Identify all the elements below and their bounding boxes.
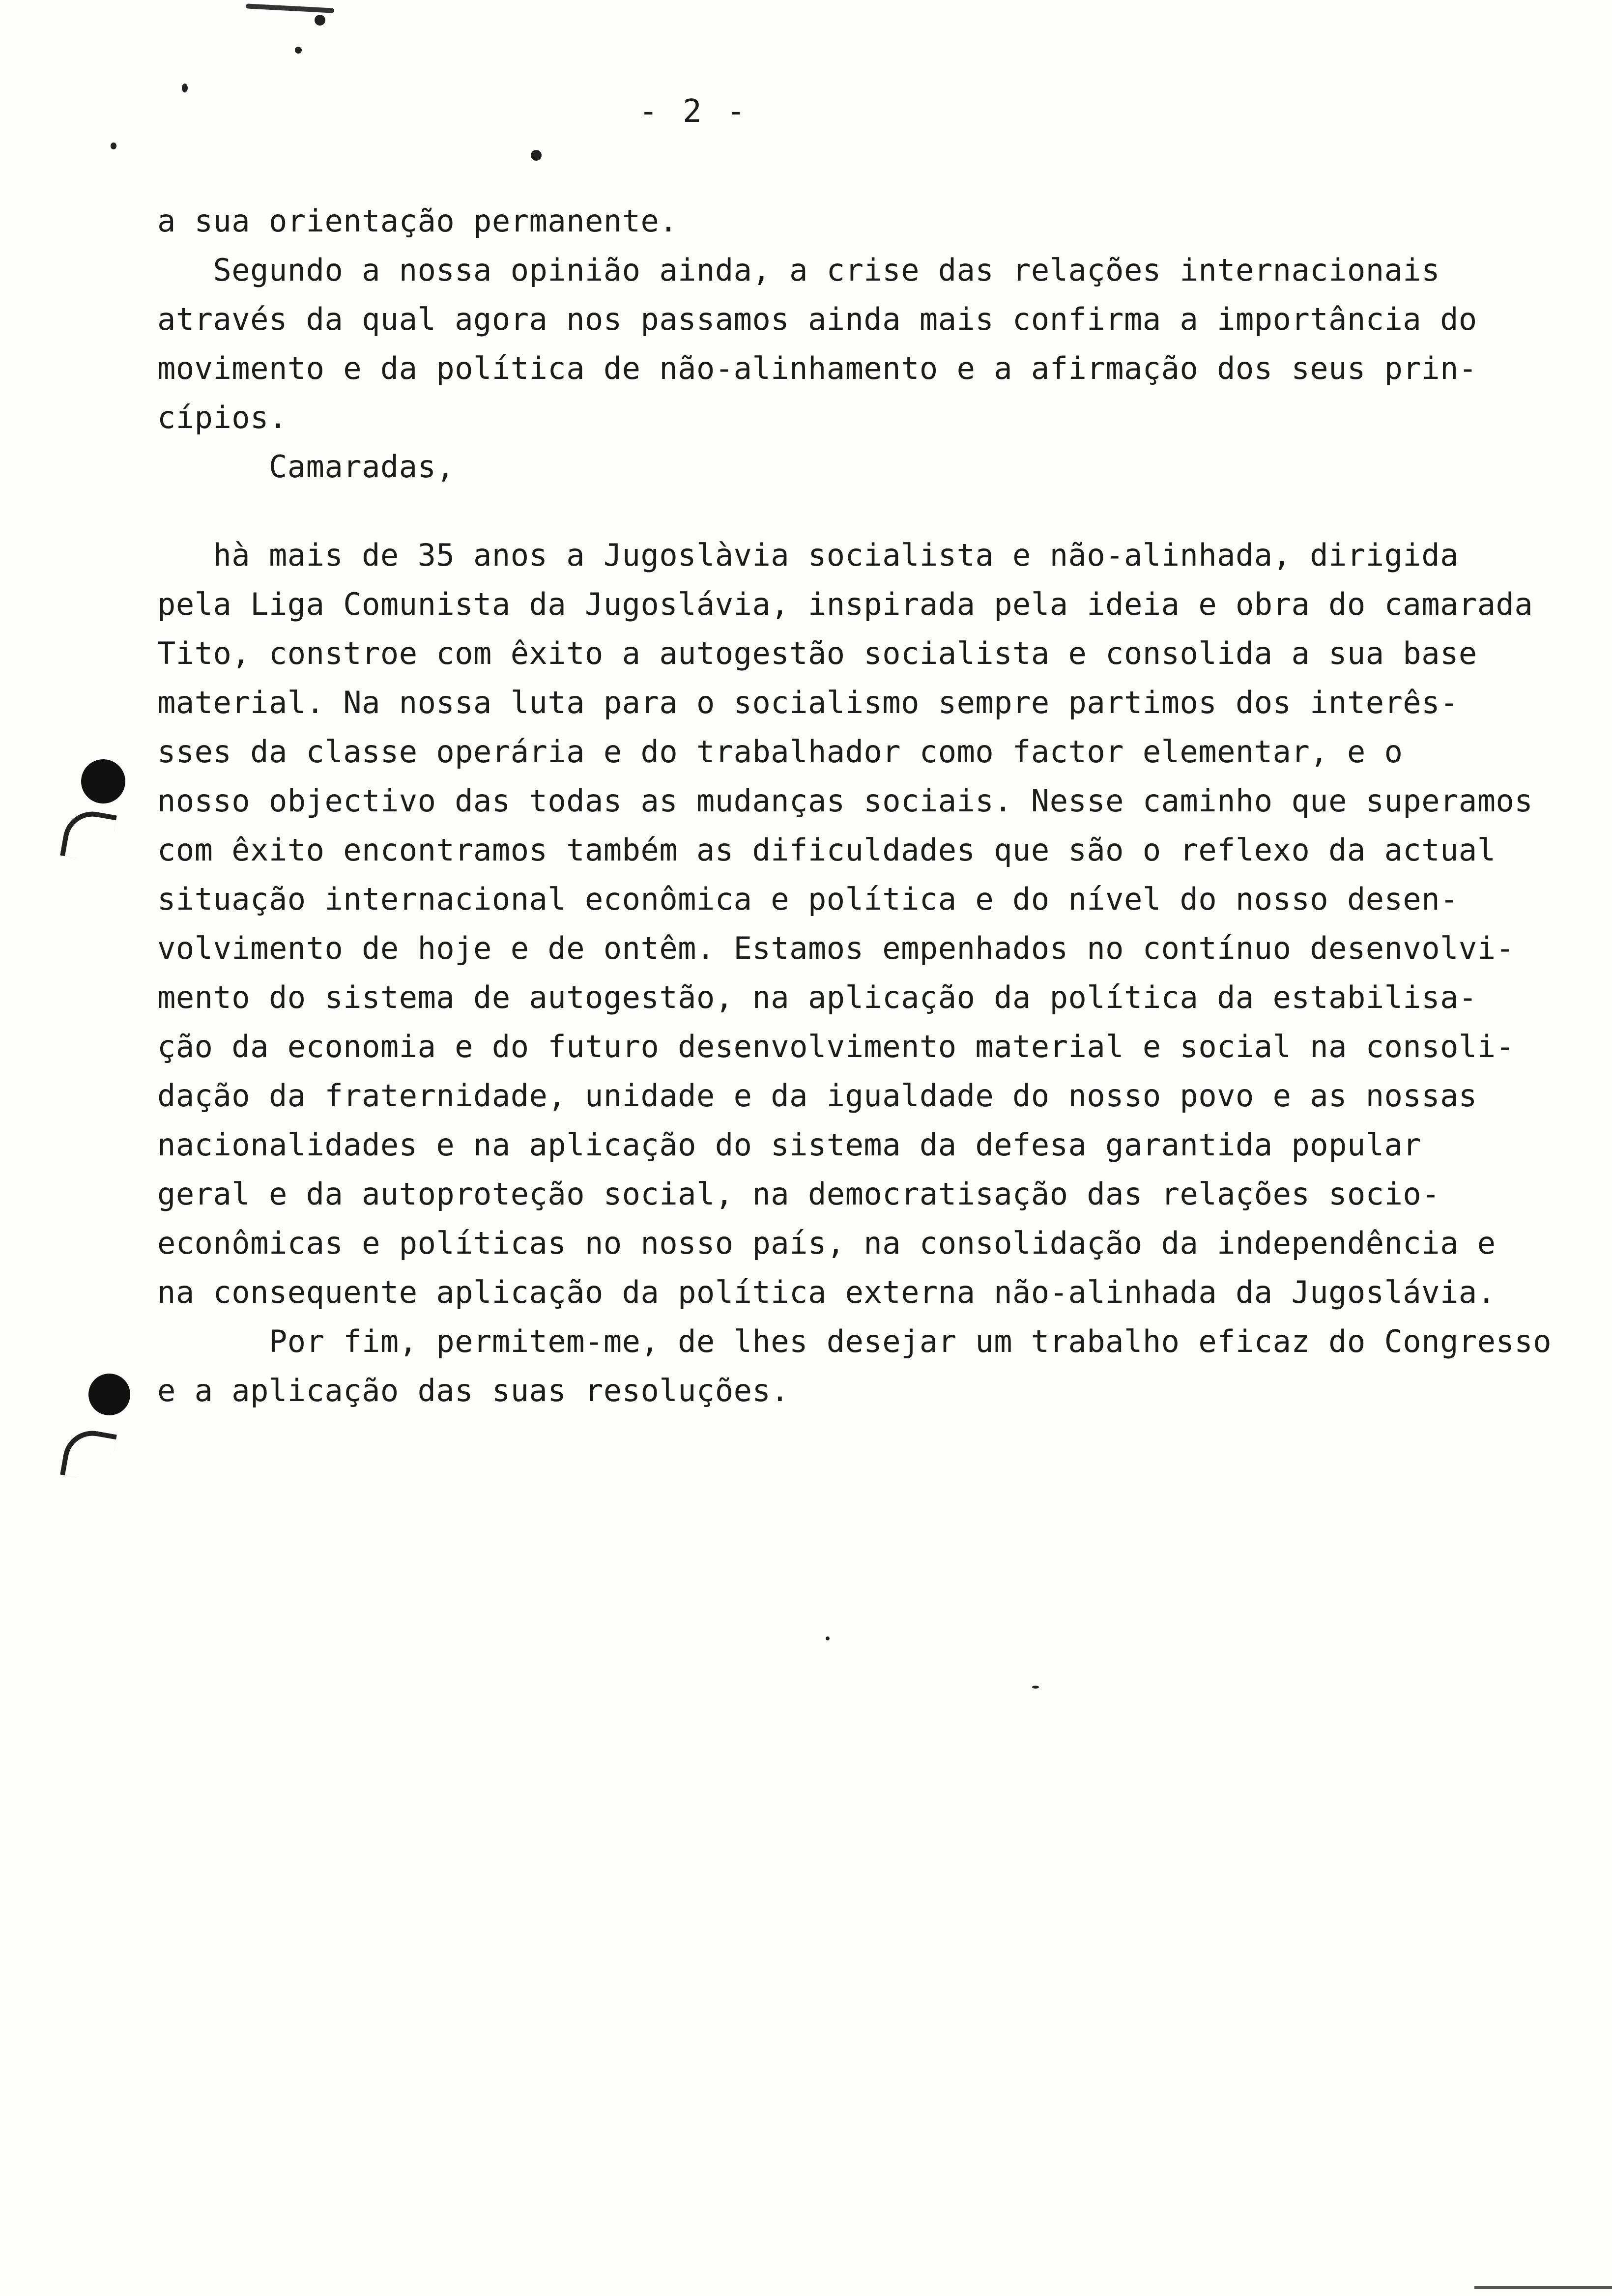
hook-mark-icon — [60, 1426, 117, 1483]
text-line: Segundo a nossa opinião ainda, a crise das relações internacionais — [157, 252, 1440, 288]
text-line: Camaradas, — [157, 449, 455, 485]
text-line: nosso objectivo das todas as mudanças sociais. Nesse caminho que superamos — [157, 783, 1533, 819]
speck — [315, 15, 325, 26]
text-line: e a aplicação das suas resoluções. — [157, 1373, 790, 1408]
speck — [295, 47, 302, 54]
text-line: volvimento de hoje e de ontêm. Estamos empenhados no contínuo desenvolvi- — [157, 930, 1515, 966]
bottom-edge-mark — [1474, 2286, 1612, 2289]
speck — [1032, 1686, 1039, 1689]
speck — [182, 84, 188, 92]
text-line: na consequente aplicação da política externa não-alinhada da Jugoslávia. — [157, 1274, 1496, 1310]
text-line: nacionalidades e na aplicação do sistema da defesa garantida popular — [157, 1127, 1422, 1163]
text-line: sses da classe operária e do trabalhador como factor elementar, e o — [157, 734, 1403, 770]
text-line: dação da fraternidade, unidade e da igualdade do nosso povo e as nossas — [157, 1078, 1477, 1114]
text-line: geral e da autoproteção social, na democratisação das relações socio- — [157, 1176, 1440, 1212]
speck — [111, 143, 116, 149]
text-line: a sua orientação permanente. — [157, 203, 678, 239]
text-line: econômicas e políticas no nosso país, na consolidação da independência e — [157, 1225, 1496, 1261]
text-line: Tito, constroe com êxito a autogestão socialista e consolida a sua base — [157, 635, 1477, 671]
speck — [826, 1636, 830, 1640]
typed-text-body — [157, 197, 1612, 1415]
paragraph-gap — [157, 491, 1612, 531]
text-line: cípios. — [157, 400, 288, 435]
hook-mark-icon — [60, 807, 117, 864]
text-line: através da qual agora nos passamos ainda mais confirma a importância do — [157, 301, 1477, 337]
text-line: ção da economia e do futuro desenvolvimento material e social na consoli- — [157, 1029, 1515, 1064]
text-line: material. Na nossa luta para o socialismo sempre partimos dos interês- — [157, 685, 1459, 720]
text-line: situação internacional econômica e política e do nível do nosso desen- — [157, 881, 1459, 917]
speck — [531, 150, 542, 161]
punch-hole-icon — [81, 759, 125, 804]
punch-hole-icon — [88, 1374, 130, 1415]
ink-smudge — [246, 3, 334, 13]
page-number: - 2 - — [639, 93, 748, 130]
text-line: com êxito encontramos também as dificuldades que são o reflexo da actual — [157, 832, 1496, 868]
text-line: Por fim, permitem-me, de lhes desejar um trabalho eficaz do Congresso — [157, 1323, 1552, 1359]
text-line: pela Liga Comunista da Jugoslávia, inspirada pela ideia e obra do camarada — [157, 586, 1533, 622]
text-line: movimento e da política de não-alinhamento e a afirmação dos seus prin- — [157, 350, 1477, 386]
text-line: hà mais de 35 anos a Jugoslàvia socialista e não-alinhada, dirigida — [157, 537, 1459, 573]
text-line: mento do sistema de autogestão, na aplicação da política da estabilisa- — [157, 979, 1477, 1015]
